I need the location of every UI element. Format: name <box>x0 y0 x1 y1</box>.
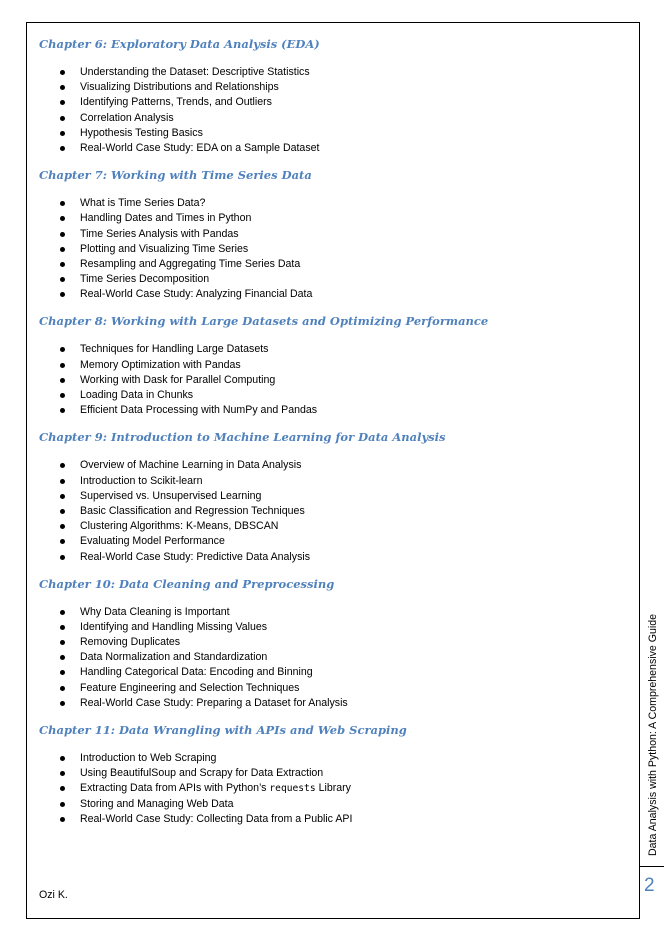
list-item <box>39 272 629 287</box>
bullet-icon <box>60 408 65 413</box>
list-item <box>39 504 629 519</box>
list-item-text: Handling Categorical Data: Encoding and Binning <box>80 666 313 679</box>
list-item <box>39 95 629 110</box>
topic-list <box>39 342 629 418</box>
list-item <box>39 489 629 504</box>
code-term: requests <box>269 783 316 795</box>
list-item <box>39 342 629 357</box>
list-item-text: Real-World Case Study: Preparing a Dataset for Analysis <box>80 696 348 709</box>
chapter-title: Chapter 10: Data Cleaning and Preprocessing <box>39 576 335 591</box>
list-item-text: Supervised vs. Unsupervised Learning <box>80 489 262 502</box>
list-item <box>39 287 629 302</box>
list-item <box>39 519 629 534</box>
chapter-section <box>39 429 629 564</box>
topic-list <box>39 458 629 564</box>
list-item-text: Loading Data in Chunks <box>80 389 194 401</box>
list-item <box>39 605 629 620</box>
bullet-icon <box>60 817 65 822</box>
list-item-text: Introduction to Scikit-learn <box>80 474 203 487</box>
bullet-icon <box>60 786 65 791</box>
list-item-text: Extracting Data from APIs with Python’s <box>80 782 270 795</box>
topic-list <box>39 196 629 302</box>
bullet-icon <box>60 116 65 121</box>
list-item-text: Storing and Managing Web Data <box>80 797 234 810</box>
page-number: 2 <box>644 875 655 896</box>
list-item <box>39 65 629 80</box>
list-item-text: Resampling and Aggregating Time Series Data <box>80 257 301 270</box>
bullet-icon <box>60 463 65 468</box>
chapter-title: Chapter 8: Working with Large Datasets and Optimizing Performance <box>39 314 489 329</box>
list-item <box>39 80 629 95</box>
bullet-icon <box>60 670 65 675</box>
running-header-book-title <box>645 605 661 865</box>
bullet-icon <box>60 509 65 514</box>
list-item <box>39 126 629 141</box>
page-frame <box>26 22 640 919</box>
bullet-icon <box>60 479 65 484</box>
bullet-icon <box>60 802 65 807</box>
bullet-icon <box>60 85 65 90</box>
bullet-icon <box>60 201 65 206</box>
bullet-icon <box>60 393 65 398</box>
list-item-text: Real-World Case Study: Predictive Data Analysis <box>80 550 311 563</box>
list-item <box>39 650 629 665</box>
bullet-icon <box>60 524 65 529</box>
list-item <box>39 242 629 257</box>
list-item <box>39 257 629 272</box>
list-item <box>39 458 629 473</box>
list-item-text: Introduction to Web Scraping <box>80 752 217 764</box>
bullet-icon <box>60 756 65 761</box>
list-item-text: Data Normalization and Standardization <box>80 651 268 664</box>
chapter-title: Chapter 9: Introduction to Machine Learning for Data Analysis <box>39 430 446 445</box>
bullet-icon <box>60 378 65 383</box>
bullet-icon <box>60 555 65 560</box>
list-item <box>39 751 629 766</box>
bullet-icon <box>60 216 65 221</box>
book-title-text: Data Analysis with Python: A Comprehensive Guide <box>647 613 659 857</box>
page-number-divider <box>640 866 664 867</box>
list-item-text: Efficient Data Processing with NumPy and Pandas <box>80 404 318 417</box>
bullet-icon <box>60 494 65 499</box>
list-item <box>39 111 629 126</box>
list-item-text: Correlation Analysis <box>80 111 174 124</box>
list-item-text: Memory Optimization with Pandas <box>80 358 241 371</box>
list-item-text: Using BeautifulSoup and Scrapy for Data Extraction <box>80 767 324 780</box>
list-item-text: Evaluating Model Performance <box>80 535 225 548</box>
list-item <box>39 696 629 711</box>
list-item <box>39 227 629 242</box>
author-name: Ozi K. <box>39 889 68 901</box>
list-item-text: Hypothesis Testing Basics <box>80 126 203 139</box>
chapter-title: Chapter 6: Exploratory Data Analysis (EDA) <box>39 37 320 51</box>
bullet-icon <box>60 131 65 136</box>
bullet-icon <box>60 292 65 297</box>
list-item-text: Feature Engineering and Selection Techniques <box>80 681 300 694</box>
list-item-text: Real-World Case Study: EDA on a Sample Dataset <box>80 141 320 154</box>
list-item <box>39 635 629 650</box>
list-item <box>39 141 629 156</box>
chapter-section <box>39 722 629 827</box>
topic-list <box>39 65 629 156</box>
list-item-text: Basic Classification and Regression Techniques <box>80 504 305 517</box>
chapter-section <box>39 576 629 711</box>
bullet-icon <box>60 625 65 630</box>
list-item-text: Real-World Case Study: Analyzing Financial Data <box>80 288 313 301</box>
list-item <box>39 550 629 565</box>
list-item <box>39 797 629 812</box>
list-item-text: Library <box>315 782 351 795</box>
list-item-text: Visualizing Distributions and Relationships <box>80 81 279 94</box>
bullet-icon <box>60 363 65 368</box>
bullet-icon <box>60 277 65 282</box>
list-item-text: Time Series Analysis with Pandas <box>80 227 239 240</box>
list-item-text: Handling Dates and Times in Python <box>80 212 252 225</box>
bullet-icon <box>60 146 65 151</box>
list-item <box>39 211 629 226</box>
bullet-icon <box>60 100 65 105</box>
list-item <box>39 388 629 403</box>
chapter-section <box>39 36 629 156</box>
list-item <box>39 766 629 781</box>
list-item-text: Techniques for Handling Large Datasets <box>80 343 269 356</box>
list-item <box>39 373 629 388</box>
list-item-text: Why Data Cleaning is Important <box>80 605 230 618</box>
list-item-text: What is Time Series Data? <box>80 197 206 210</box>
topic-list <box>39 605 629 711</box>
list-item <box>39 781 629 796</box>
list-item <box>39 474 629 489</box>
list-item <box>39 196 629 211</box>
topic-list <box>39 751 629 827</box>
bullet-icon <box>60 655 65 660</box>
list-item <box>39 665 629 680</box>
list-item-text: Identifying Patterns, Trends, and Outliers <box>80 96 272 109</box>
list-item <box>39 812 629 827</box>
list-item-text: Plotting and Visualizing Time Series <box>80 242 249 255</box>
list-item-text: Overview of Machine Learning in Data Analysis <box>80 459 302 472</box>
list-item <box>39 358 629 373</box>
list-item-text: Time Series Decomposition <box>80 273 210 286</box>
list-item <box>39 403 629 418</box>
bullet-icon <box>60 686 65 691</box>
list-item-text: Identifying and Handling Missing Values <box>80 620 268 633</box>
bullet-icon <box>60 701 65 706</box>
table-of-contents <box>39 36 629 838</box>
list-item <box>39 620 629 635</box>
bullet-icon <box>60 347 65 352</box>
bullet-icon <box>60 771 65 776</box>
bullet-icon <box>60 247 65 252</box>
list-item-text: Clustering Algorithms: K-Means, DBSCAN <box>80 520 279 533</box>
list-item <box>39 534 629 549</box>
bullet-icon <box>60 640 65 645</box>
chapter-title: Chapter 11: Data Wrangling with APIs and Web Scraping <box>39 723 407 737</box>
chapter-title: Chapter 7: Working with Time Series Data <box>39 168 312 183</box>
bullet-icon <box>60 262 65 267</box>
list-item-text: Understanding the Dataset: Descriptive Statistics <box>80 66 310 78</box>
bullet-icon <box>60 232 65 237</box>
bullet-icon <box>60 539 65 544</box>
list-item <box>39 681 629 696</box>
chapter-section <box>39 313 629 418</box>
list-item-text: Removing Duplicates <box>80 636 181 649</box>
chapter-section <box>39 167 629 302</box>
bullet-icon <box>60 70 65 75</box>
bullet-icon <box>60 610 65 615</box>
list-item-text: Real-World Case Study: Collecting Data from a Public API <box>80 812 353 825</box>
list-item-text: Working with Dask for Parallel Computing <box>80 373 276 386</box>
